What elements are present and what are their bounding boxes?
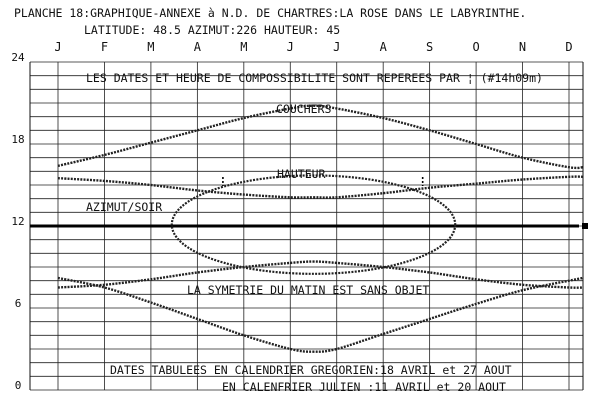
label-couchers: COUCHERS (276, 102, 332, 116)
series-group (30, 106, 588, 352)
month-label: D (565, 40, 573, 54)
y-tick-label: 0 (14, 379, 22, 392)
month-label: N (518, 40, 527, 54)
month-label: A (193, 40, 201, 54)
month-label: A (379, 40, 387, 54)
month-label: O (472, 40, 480, 54)
label-hauteur: HAUTEUR (277, 167, 326, 181)
month-label: F (100, 40, 109, 54)
month-labels (54, 40, 572, 54)
y-tick-label: 18 (11, 133, 25, 146)
label-azimut-soir: AZIMUT/SOIR (86, 200, 163, 214)
y-tick-label: 12 (11, 215, 25, 228)
note-symetrie: LA SYMETRIE DU MATIN EST SANS OBJET (187, 283, 430, 297)
month-label: M (147, 40, 155, 54)
note-gregorien: DATES TABULEES EN CALENDRIER GREGORIEN:18 AVRIL et 27 AOUT (110, 363, 512, 377)
reference-line-end-marker (582, 223, 588, 229)
note-compossibilite: LES DATES ET HEURE DE COMPOSSIBILITE SONT REPEREES PAR ¦ (#14h09m) (86, 71, 543, 85)
y-tick-label: 6 (14, 297, 22, 310)
note-julien: EN CALENFRIER JULIEN :11 AVRIL et 20 AOUT (222, 380, 506, 394)
month-label: M (240, 40, 248, 54)
month-label: J (333, 40, 341, 54)
y-tick-label: 24 (11, 51, 25, 64)
month-label: J (286, 40, 294, 54)
y-tick-labels (11, 51, 25, 392)
month-label: J (54, 40, 62, 54)
chart-title: PLANCHE 18:GRAPHIQUE-ANNEXE à N.D. DE CHARTRES:LA ROSE DANS LE LABYRINTHE. (14, 6, 527, 20)
chart-subtitle: LATITUDE: 48.5 AZIMUT:226 HAUTEUR: 45 (84, 23, 341, 37)
month-label: S (426, 40, 434, 54)
